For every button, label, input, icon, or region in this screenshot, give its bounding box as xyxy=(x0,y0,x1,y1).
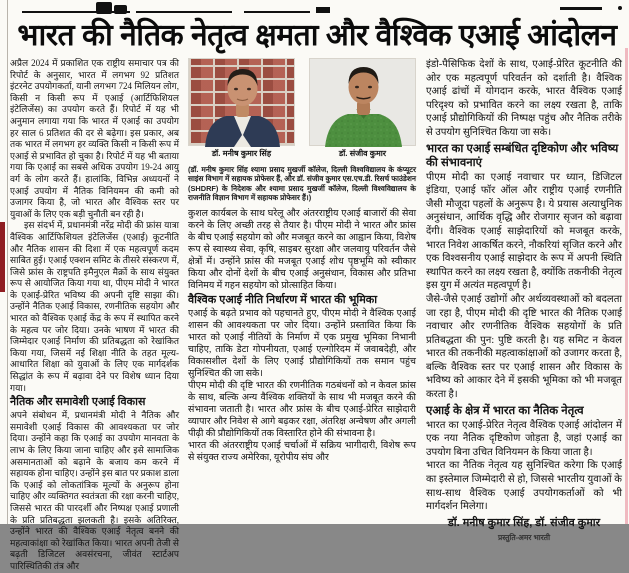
paragraph: जैसे-जैसे एआई उद्योगों और अर्थव्यवस्थाओं को बदलता जा रहा है, पीएम मोदी की दृष्टि भारत की नैतिक एआई नवाचार और रणनीतिक वैश्विक सहयोगों के प्रति प्रतिबद्धता की पुन: पुष्टि करती है। यह समिट न केवल भारत की तकनीकी महत्वाकांक्षाओं को उजागर करता है, बल्कि वैश्विक स्तर पर एआई शासन और विकास के भविष्य को आकार देने में इसकी भूमिका को भी मजबूत करता है। xyxy=(426,293,622,401)
article-right-pink-rule xyxy=(625,48,628,524)
subheading-india-role-global-ai-policy: वैश्विक एआई नीति निर्धारण में भारत की भूमिका xyxy=(188,293,378,306)
photo-figure-manish xyxy=(188,58,295,159)
photo-caption: डॉ. मनीष कुमार सिंह xyxy=(211,149,272,158)
photo-dr-sanjeev-kumar xyxy=(309,58,416,146)
column-2 xyxy=(188,58,416,524)
paragraph: कुशल कार्यबल के साथ घरेलू और अंतरराष्ट्रीय एआई बाजारों की सेवा करने के लिए अच्छी तरह से तैयार है। पीएम मोदी ने भारत और फ्रांस के बीच एआई सहयोग को और मजबूत करने का आह्वान किया, विशेष रूप से स्वास्थ्य सेवा, कृषि, साइबर सुरक्षा और जलवायु परिवर्तन जैसे क्षेत्रों में। उन्होंने फ्रांस की मजबूत एआई शोध पृष्ठभूमि को स्वीकार किया और दोनों देशों के बीच एआई अनुसंधान, विकास और प्रतिभा विनिमय में गहन सहयोग को प्रोत्साहित किया। xyxy=(188,208,416,291)
paragraph: भारत की अंतरराष्ट्रीय एआई चर्चाओं में सक्रिय भागीदारी, विशेष रूप से संयुक्त राज्य अमेरिका, यूरोपीय संघ और xyxy=(188,440,416,463)
subheading-india-ai-vision-future: भारत का एआई सम्बंधित दृष्टिकोण और भविष्य की संभावनाएं xyxy=(426,142,619,169)
paragraph: पीएम मोदी की दृष्टि भारत की रणनीतिक गठबंधनों को न केवल फ्रांस के साथ, बल्कि अन्य वैश्विक शक्तियों के साथ भी मजबूत करने की संभावना जताती है। भारत और फ्रांस के बीच एआई-प्रेरित साझेदारी व्यापार और निवेश से आगे बढ़कर रक्षा, अंतरिक्ष अन्वेषण और अगली पीढ़ी की प्रौद्योगिकियों तक विस्तारित होने की संभावना है। xyxy=(188,380,416,439)
article-headline: भारत की नैतिक नेतृत्व क्षमता और वैश्विक एआई आंदोलन xyxy=(17,19,617,52)
photo-dr-manish-kumar-singh xyxy=(188,58,295,146)
subheading-ethical-inclusive-ai: नैतिक और समावेशी एआई विकास xyxy=(10,396,146,409)
column-3 xyxy=(426,58,622,543)
article-left-border xyxy=(7,0,8,524)
paragraph: एआई के बढ़ते प्रभाव को पहचानते हुए, पीएम मोदी ने वैश्विक एआई शासन की आवश्यकता पर जोर दिया। उन्होंने प्रस्तावित किया कि भारत को एआई नीतियों के निर्माण में एक प्रमुख भूमिका निभानी चाहिए, ताकि डेटा गोपनीयता, एआई एल्गोरिदम में जवाबदेही, और विकासशील देशों के लिए एआई प्रौद्योगिकियों तक समान पहुंच सुनिश्चित की जा सके। xyxy=(188,308,416,379)
person-illustration xyxy=(189,59,296,147)
photo-figure-sanjeev xyxy=(309,58,416,159)
paragraph: भारत का नैतिक नेतृत्व यह सुनिश्चित करेगा कि एआई का इस्तेमाल जिम्मेदारी से हो, जिससे भारतीय युवाओं के साथ-साथ वैश्विक एआई उपयोगकर्ताओं को भी मार्गदर्शन मिलेगा। xyxy=(426,460,622,513)
paragraph: अप्रैल 2024 में प्रकाशित एक राष्ट्रीय समाचार पत्र की रिपोर्ट के अनुसार, भारत में लगभग 92 प्रतिशत इंटरनेट उपयोगकर्ता, यानी लगभग 724 मिलियन लोग, किसी न किसी रूप में एआई (आर्टिफिशियल इंटेलिजेंस) का उपयोग करते हैं। रिपोर्ट में यह भी अनुमान लगाया गया कि भारत में एआई का उपयोग हर साल 6 प्रतिशत की दर से बढ़ेगा। इस प्रकार, अब तक भारत में लगभग हर व्यक्ति किसी न किसी रूप में एआई से प्रभावित हो चुका है। रिपोर्ट में यह भी बताया गया कि एआई का सबसे अधिक उपयोग 19-24 आयु वर्ग के लोग करते हैं। हालांकि, विभिन्न अध्ययनों ने एआई उपयोग में नैतिक विनियमन की कमी को उजागर किया है, जो भारत और वैश्विक स्तर पर युवाओं के लिए एक बड़ी चुनौती बन रही है। xyxy=(10,58,179,219)
author-photos xyxy=(188,58,416,159)
subheading-india-ethical-leadership-ai: एआई के क्षेत्र में भारत का नैतिक नेतृत्व xyxy=(426,404,584,417)
paragraph: इस संदर्भ में, प्रधानमंत्री नरेंद्र मोदी की फ्रांस यात्रा वैश्विक आर्टिफिशियल इंटेलिजेंस (एआई) कूटनीति और नैतिक शासन की दिशा में एक महत्वपूर्ण कदम साबित हुई। एआई एक्शन समिट के तीसरे संस्करण में, जिसे फ्रांस के राष्ट्रपति इमैनुएल मैक्रों के साथ संयुक्त रूप से आयोजित किया गया था, पीएम मोदी ने भारत के एआई-प्रेरित भविष्य की अपनी दृष्टि साझा की। उन्होंने नैतिक एआई विकास, रणनीतिक सहयोग और भारत को वैश्विक एआई केंद्र के रूप में स्थापित करने के महत्व पर जोर दिया। उनके भाषण में भारत की जिम्मेदार एआई निर्माण की प्रतिबद्धता को रेखांकित किया गया, जिसमें नई शिक्षा नीति के तहत मूल्य-आधारित शिक्षा को युवाओं के लिए एक मार्गदर्शक सिद्धांत के रूप में बढ़ावा देने पर विशेष ध्यान दिया गया। xyxy=(10,220,179,393)
authors-byline: डॉ. मनीष कुमार सिंह, डॉ. संजीव कुमार xyxy=(447,516,601,529)
presentation-credit: प्रस्तुति-अमर भारती xyxy=(497,533,551,543)
column-1 xyxy=(10,58,179,571)
person-illustration xyxy=(310,59,417,147)
article-body xyxy=(10,58,622,571)
photo-caption: डॉ. संजीव कुमार xyxy=(338,149,387,158)
paragraph: इंडो-पैसिफिक देशों के साथ, एआई-प्रेरित कूटनीति की ओर एक महत्वपूर्ण परिवर्तन को दर्शाती है। वैश्विक एआई ढांचों में योगदान करके, भारत वैश्विक एआई परिदृश्य को प्रभावित करने का लक्ष्य रखता है, ताकि एआई प्रौद्योगिकियों की निष्पक्ष पहुंच और नैतिक तरीके से उपयोग सुनिश्चित किया जा सके। xyxy=(426,59,622,138)
left-red-accent-bar xyxy=(0,222,5,292)
paragraph: अपने संबोधन में, प्रधानमंत्री मोदी ने नैतिक और समावेशी एआई विकास की आवश्यकता पर जोर दिया। उन्होंने कहा कि एआई का उपयोग मानवता के लाभ के लिए किया जाना चाहिए और इसे सामाजिक असमानताओं को बढ़ाने के बजाय कम करने में सहायक होना चाहिए। उन्होंने इस बात पर प्रकाश डाला कि एआई को लोकतांत्रिक मूल्यों के अनुरूप होना चाहिए और व्यक्तिगत स्वतंत्रता की रक्षा करनी चाहिए, जिससे भारत की पारदर्शी और निष्पक्ष एआई प्रणाली के प्रति प्रतिबद्धता झलकती है। इसके अतिरिक्त, उन्होंने भारत की वैश्विक एआई नेतृत्व बनने की महत्वाकांक्षा को रेखांकित किया। भारत अपनी तेजी से बढ़ती डिजिटल अवसंरचना, जीवंत स्टार्टअप पारिस्थितिकी तंत्र और xyxy=(10,410,179,571)
paragraph: भारत का एआई-प्रेरित नेतृत्व वैश्विक एआई आंदोलन में एक नया नैतिक दृष्टिकोण जोड़ता है, जहां एआई का उपयोग बिना उचित विनियमन के किया जाता है। xyxy=(426,419,622,458)
authors-bio-note: (डॉ. मनीष कुमार सिंह श्यामा प्रसाद मुखर्जी कॉलेज, दिल्ली विश्वविद्यालय के कंप्यूटर साइंस विभाग में सहायक प्रोफेसर हैं, और डॉ. संजीव कुमार एस.एच.डी. रिसर्च फाउंडेशन (SHDRF) के निदेशक और श्यामा प्रसाद मुखर्जी कॉलेज, दिल्ली विश्वविद्यालय के राजनीति विज्ञान विभाग में सहायक प्रोफेसर हैं।) xyxy=(188,165,416,203)
paragraph: पीएम मोदी का एआई नवाचार पर ध्यान, डिजिटल इंडिया, एआई फॉर ऑल और राष्ट्रीय एआई रणनीति जैसी मौजूदा पहलों के अनुरूप है। ये प्रयास अत्याधुनिक अनुसंधान, आर्थिक वृद्धि और रोजगार सृजन को बढ़ावा देंगी। वैश्विक एआई साझेदारियों को मजबूत करके, भारत निवेश आकर्षित करने, नौकरियां सृजित करने और एक विश्वसनीय एआई साझेदार के रूप में अपनी स्थिति स्थापित करने का लक्ष्य रखता है, क्योंकि तकनीकी नेतृत्व इस युग में अत्यंत महत्वपूर्ण है। xyxy=(426,171,622,292)
